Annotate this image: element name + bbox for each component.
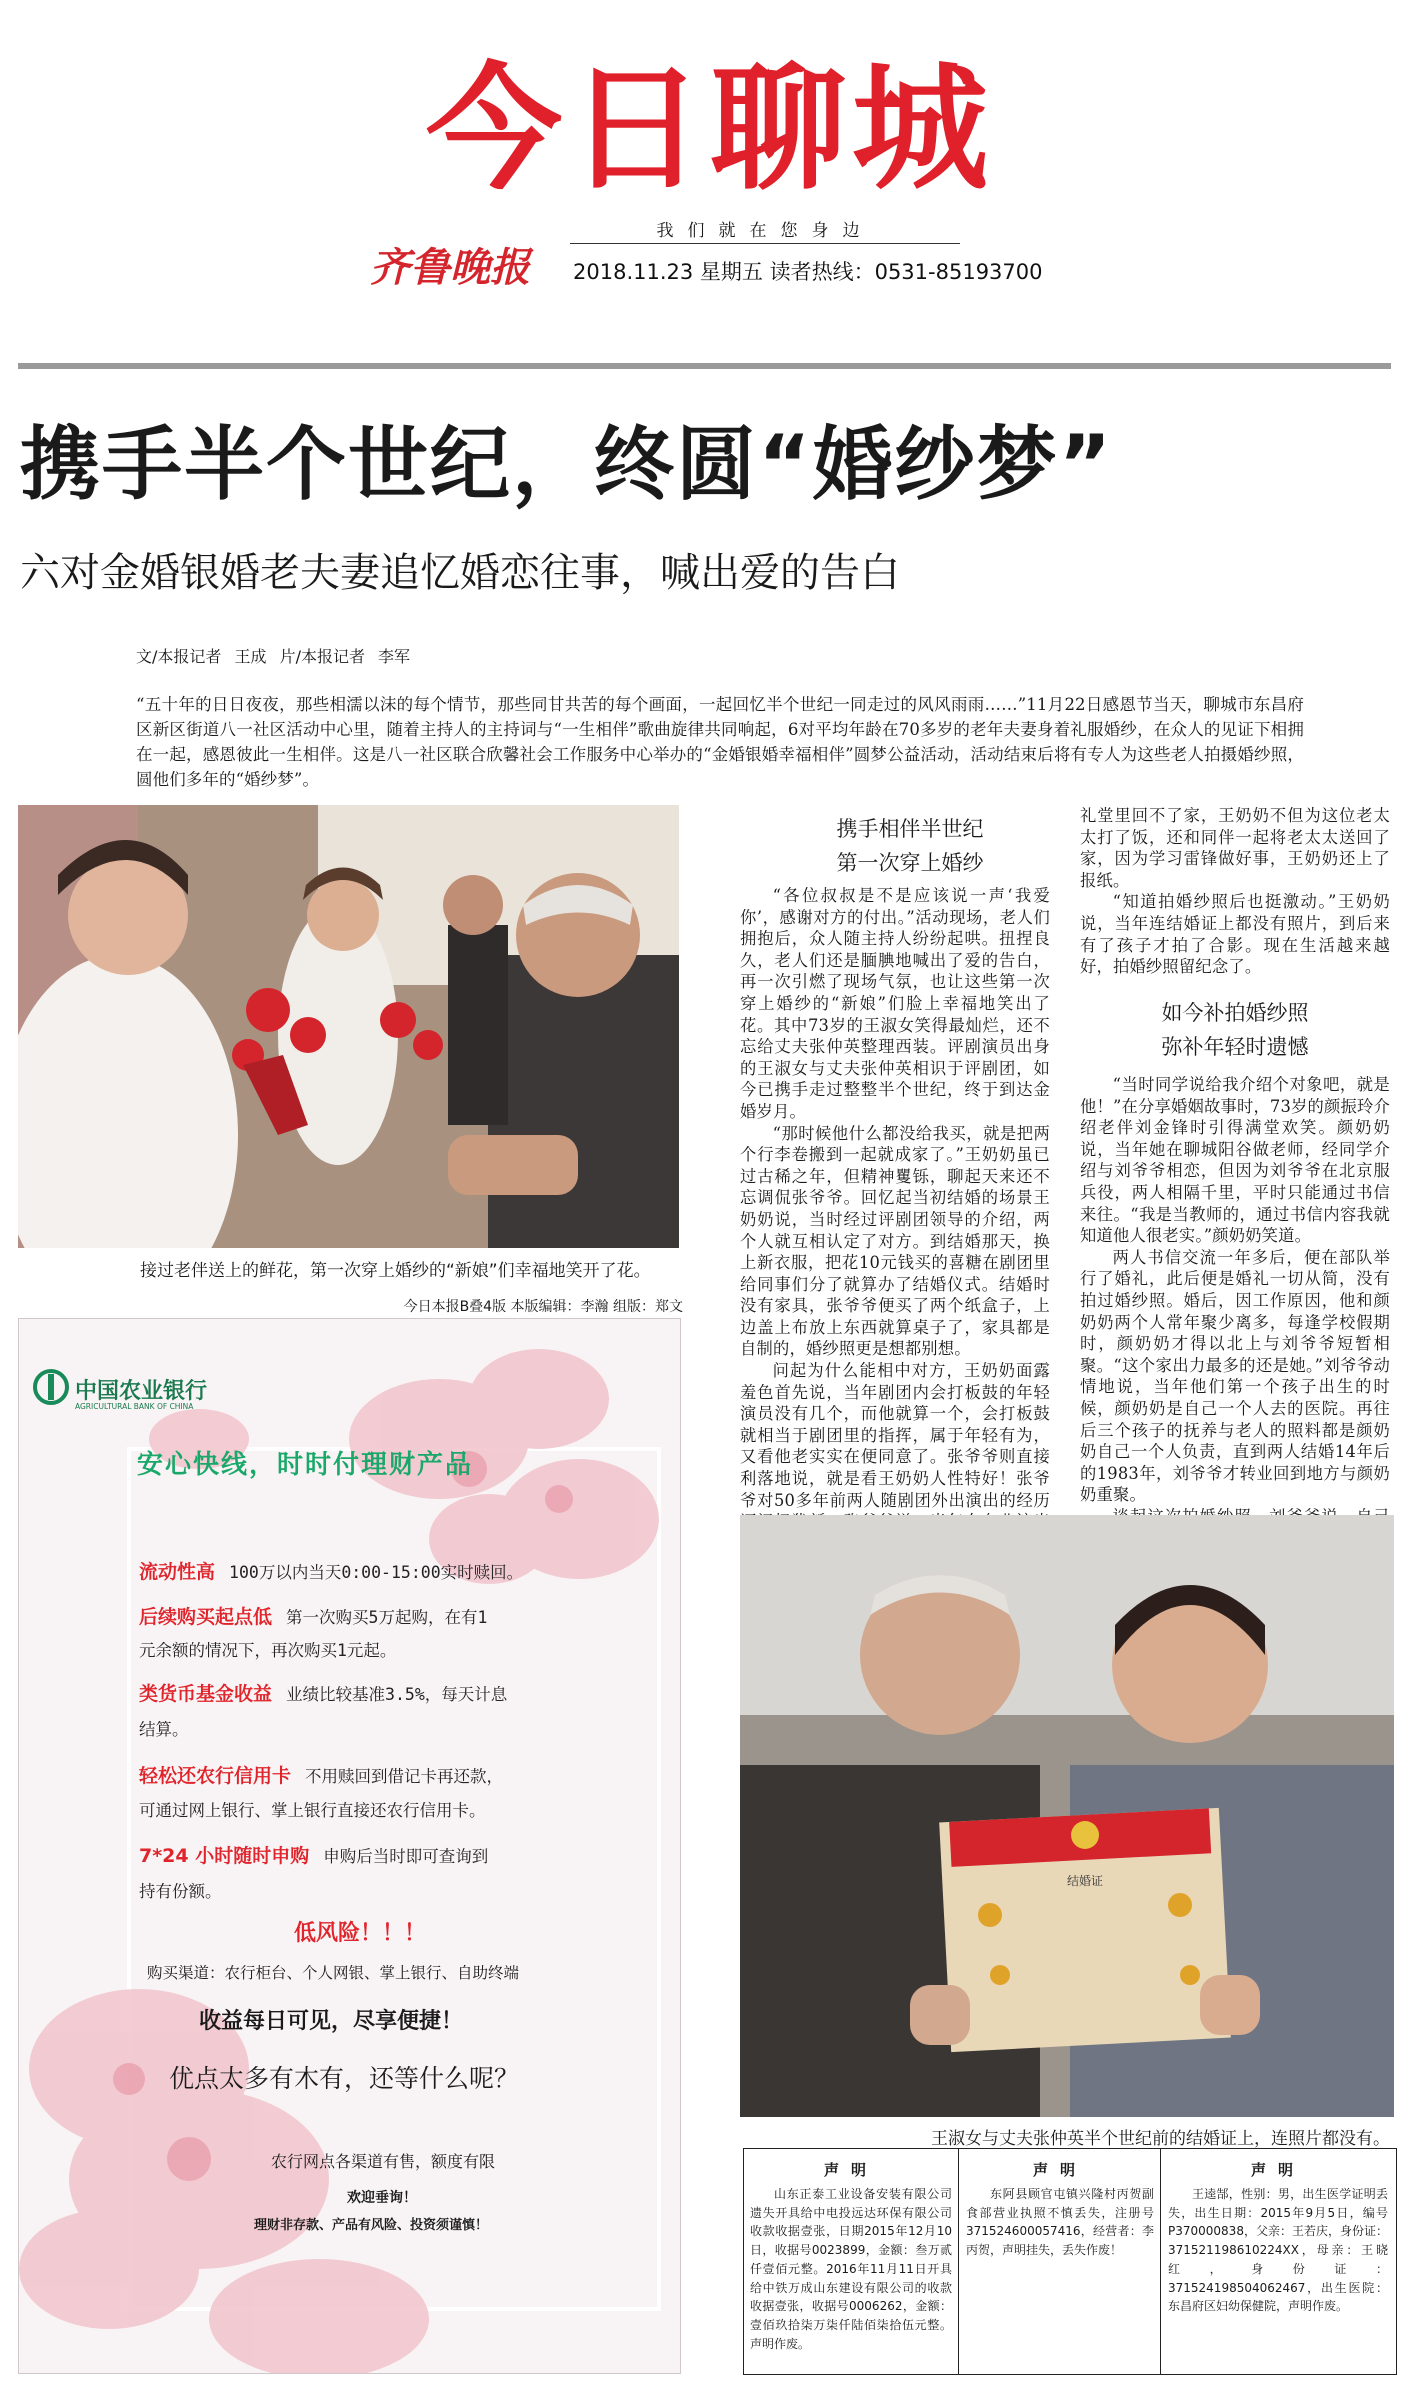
photo-illustration xyxy=(740,1515,1394,2117)
article-column-2: “当时同学说给我介绍个对象吧，就是他！”在分享婚姻故事时，73岁的颜振玲介绍老伴刘金锋时引得满堂欢笑。颜奶奶说，当年她在聊城阳谷做老师，经同学介绍与刘爷爷相恋，但因为刘爷爷在北京服兵役，两人相隔千里，平时只能通过书信来往。“我是当教师的，通过书信内容我就知道他人很老实。”颜奶奶笑道。 两人书信交流一年多后，便在部队举行了婚礼，此后便是婚礼一切从简，没有拍过婚纱照。婚后，因工作原因，他和颜奶奶两个人常年聚少离多，每逢学校假期时，颜奶奶才得以北上与刘爷爷短暂相聚。“这个家出力最多的还是她。”刘爷爷动情地说，当年他们第一个孩子出生的时候，颜奶奶是自己一个人去的医院。再往后三个孩子的抚养与老人的照料都是颜奶奶自己一个人负责，直到两人结婚14年后的1983年，刘爷爷才转业回到地方与颜奶奶重聚。 xyxy=(1080,1075,1390,1505)
ad-item: 结算。 xyxy=(139,1720,189,1739)
masthead-slogan: 我们就在您身边 xyxy=(570,216,960,244)
ad-item: 持有份额。 xyxy=(139,1882,222,1901)
photo-caption: 接过老伴送上的鲜花，第一次穿上婚纱的“新娘”们幸福地笑开了花。 xyxy=(140,1261,651,1281)
section-title: 携手相伴半世纪 第一次穿上婚纱 xyxy=(836,817,984,875)
legal-notices xyxy=(743,2148,1397,2375)
ad-item: 后续购买起点低 第一次购买5万起购，在有1 xyxy=(139,1606,488,1628)
bank-advertisement xyxy=(18,1318,681,2374)
headline: 携手半个世纪，终圆“婚纱梦” xyxy=(20,418,1114,511)
masthead-date-hotline: 2018.11.23 星期五 读者热线：0531-85193700 xyxy=(573,260,1043,284)
notice: 声明 东阿县顾官屯镇兴隆村丙贺副食部营业执照不慎丢失，注册号371524600057416，经营者：李丙贺，声明挂失，丢失作废！ xyxy=(960,2149,1161,2374)
subheadline: 六对金婚银婚老夫妻追忆婚恋往事，喊出爱的告白 xyxy=(20,550,900,596)
masthead-divider xyxy=(18,363,1391,369)
ad-item: 元余额的情况下，再次购买1元起。 xyxy=(139,1641,397,1660)
ad-disclaimer: 理财非存款、产品有风险、投资须谨慎！ xyxy=(254,2218,489,2233)
masthead-title: 今日聊城 xyxy=(426,51,994,209)
ad-item: 流动性高 100万以内当天0:00-15:00实时赎回。 xyxy=(139,1561,524,1583)
certificate-title: 结婚证 xyxy=(1066,1874,1104,1888)
article-column-2-top: 礼堂里回不了家，王奶奶不但为这位老太太打了饭，还和同伴一起将老太太送回了家，因为学习雷锋做好事，王奶奶还上了报纸。 “知道拍婚纱照后也挺激动。”王奶奶说，当年连结婚证上都没有照片，到后来有了孩子才拍了合影。现在生活越来越好，拍婚纱照留纪念了。 xyxy=(1080,806,1390,977)
notice: 声明 山东正泰工业设备安装有限公司遗失开具给中电投远达环保有限公司收款收据壹张，日期2015年12月10日，收据号0023899，金额：叁万贰仟壹佰元整。2016年11月11日开具给中铁万成山东建设有限公司的收款收据壹张，收据号0006262，金额：壹佰玖拾柒万柒仟陆佰柒拾伍元整。声明作废。 xyxy=(744,2149,959,2374)
ad-channels: 购买渠道：农行柜台、个人网银、掌上银行、自助终端 xyxy=(147,1964,520,1982)
ad-low-risk: 低风险！！！ xyxy=(294,1921,427,1946)
ad-question: 优点太多有木有，还等什么呢？ xyxy=(169,2064,520,2093)
article-column-1: “各位叔叔是不是应该说一声‘我爱你’，感谢对方的付出。”活动现场，老人们拥抱后，众人随主持人纷纷起哄。扭捏良久，老人们还是腼腆地喊出了爱的告白，再一次引燃了现场气氛，也让这些第一次穿上婚纱的“新娘”们脸上幸福地笑出了花。其中73岁的王淑女笑得最灿烂，还不忘给丈夫张仲英整理西装。评剧演员出身的王淑女与丈夫张仲英相识于评剧团，如今已携手走过整整半个世纪，终于到达金婚岁月。 “那时候他什么都没给我买，就是把两个行李卷搬到一起就成家了。”王奶奶虽已过古稀之年，但精神矍铄，聊起天来还不忘调侃张爷爷。回忆起当初结婚的场景王奶奶说，当时经过评剧团领导的介绍，两个人就互相认定了对方。到结婚那天，换上新衣服，把花10元钱买的喜糖在剧团里给同事们分了就算办了结婚仪式。结婚时没有家具，张爷爷便买了两个纸盒子，上边盖上布放上东西就算桌子了，家具都是自制的，婚纱照更是想都别想。 问起为什么能相中对方，王奶奶面露羞色首先说，当年剧团内会打板鼓的年轻演员没有几个，而他就算一个，会打板鼓就相当于剧团里的指挥，属于年轻有为，又看他老实实在便同意了。张爷爷则直接利落地说，就是看王奶奶人性特好！张爷爷对50多年前两人随剧团外出演出的经历 xyxy=(740,886,1050,1510)
photo-couples-flowers xyxy=(18,805,679,1248)
ad-slogan: 安心快线，时时付理财产品 xyxy=(137,1450,474,1480)
ad-outlets: 农行网点各渠道有售，额度有限 xyxy=(271,2152,496,2171)
ad-item: 类货币基金收益 业绩比较基准3.5%，每天计息 xyxy=(139,1683,508,1705)
ad-daily: 收益每日可见，尽享便捷！ xyxy=(199,2009,464,2034)
bank-name-en: AGRICULTURAL BANK OF CHINA xyxy=(75,1402,194,1411)
ad-item: 7*24 小时随时申购 申购后当时即可查询到 xyxy=(139,1845,489,1867)
ad-item: 可通过网上银行、掌上银行直接还农行信用卡。 xyxy=(139,1801,486,1820)
ad-welcome: 欢迎垂询！ xyxy=(347,2190,417,2206)
byline: 文/本报记者 王成 片/本报记者 李军 xyxy=(136,647,411,666)
photo-marriage-certificate xyxy=(740,1515,1394,2117)
section-title: 如今补拍婚纱照 弥补年轻时遗憾 xyxy=(1161,1001,1309,1059)
notice: 声明 王逵郜，性别：男，出生医学证明丢失，出生日期：2015年9月5日，编号P370000838，父亲：王若庆，身份证：371521198610224XX，母亲：王晓红，身份证：371524198504062467，出生医院：东昌府区妇幼保健院，声明作废。 xyxy=(1168,2161,1388,2314)
lead-paragraph: “五十年的日日夜夜，那些相濡以沫的每个情节，那些同甘共苦的每个画面，一起回忆半个世纪一同走过的风风雨雨……”11月22日感恩节当天，聊城市东昌府区新区街道八一社区活动中心里，随着主持人的主持词与“一生相伴”歌曲旋律共同响起，6对平均年龄在70多岁的老年夫妻身着礼服婚纱，在众人的见证下相拥在一起，感恩彼此一生相伴。这是八一社区联合欣馨社会工作服务中心举办的“金婚银婚幸福相伴”圆梦公益活动，活动结束后将有专人为这些老人拍摄婚纱照，圆他们多年的“婚纱梦”。 xyxy=(136,695,1304,789)
ad-item: 轻松还农行信用卡 不用赎回到借记卡再还款， xyxy=(139,1765,504,1787)
newspaper-logo: 齐鲁晚报 xyxy=(370,244,530,291)
page-credit: 今日本报B叠4版 本版编辑：李瀚 组版：郑文 xyxy=(403,1299,683,1315)
photo-illustration xyxy=(18,805,679,1248)
photo-caption: 王淑女与丈夫张仲英半个世纪前的结婚证上，连照片都没有。 xyxy=(931,2129,1390,2149)
bank-name: 中国农业银行 xyxy=(75,1379,208,1404)
